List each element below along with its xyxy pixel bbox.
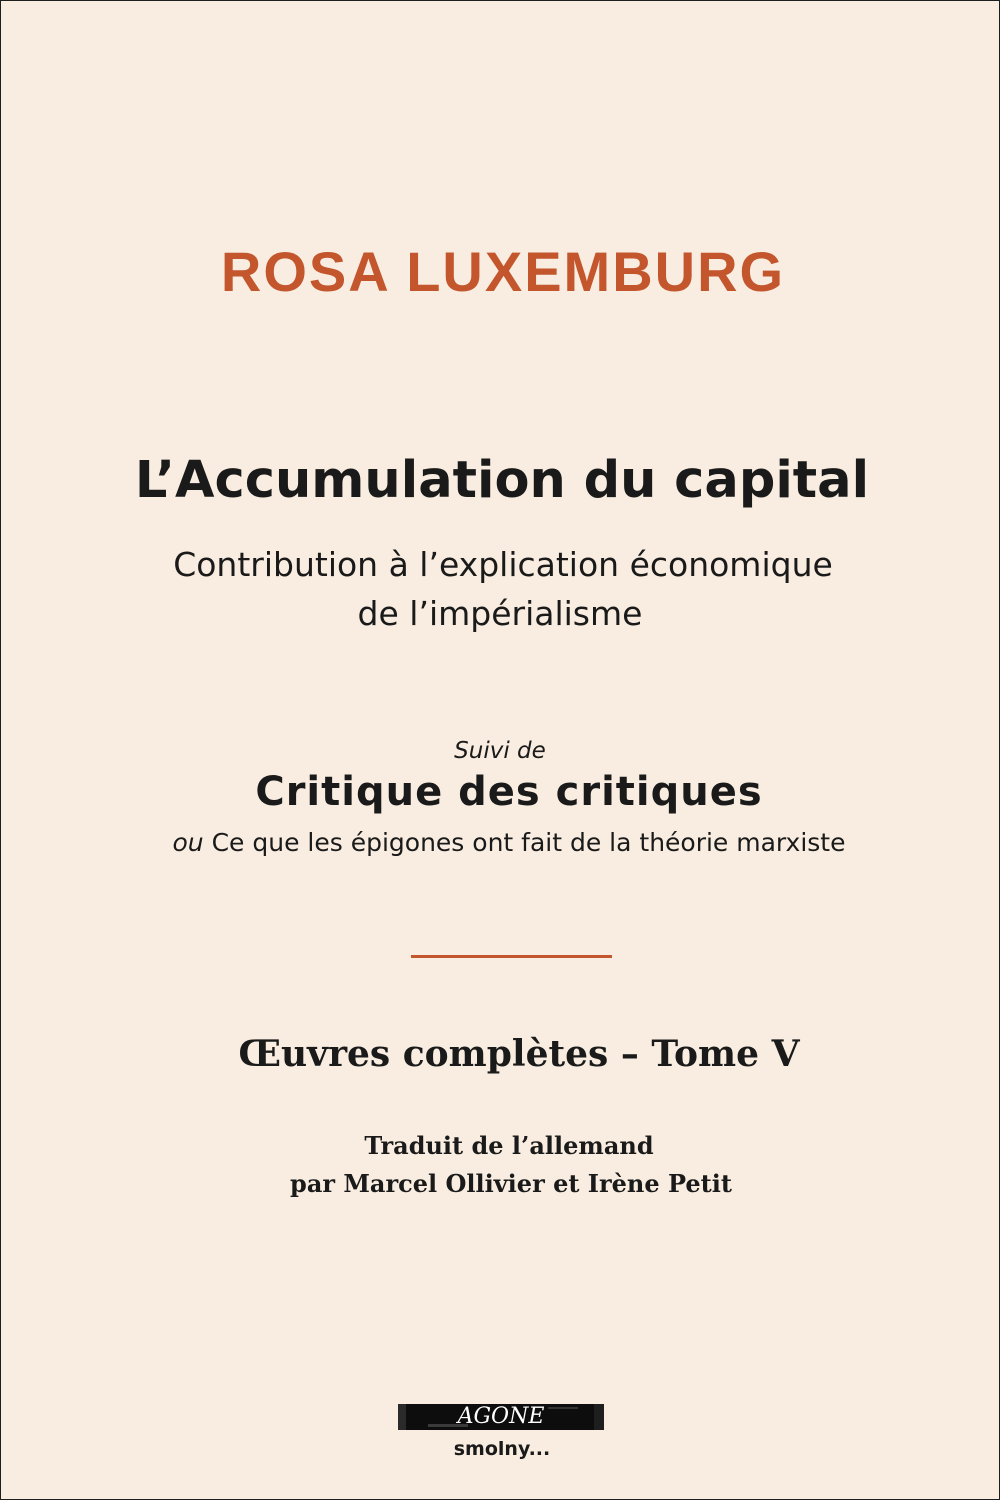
subtitle-line-2: de l’impérialisme [357,594,643,633]
alternate-title [1,828,999,857]
translation-line-2: par Marcel Ollivier et Irène Petit [290,1169,732,1198]
followed-by-label: Suivi de [454,738,546,764]
subtitle-line-1: Contribution à l’explication économique [173,545,833,584]
publisher-logo-text: AGONE [457,1404,545,1429]
collection-label: Œuvres complètes – Tome V [238,1033,800,1075]
publisher-imprint: smolny... [453,1438,551,1460]
publisher-logo [398,1404,604,1430]
alternate-title-prefix: ou [172,828,204,857]
translation-line-1: Traduit de l’allemand [364,1131,654,1160]
divider-rule [411,955,612,958]
second-title: Critique des critiques [255,769,763,815]
book-title: L’Accumulation du capital [134,451,870,510]
author-name: ROSA LUXEMBURG [220,240,786,303]
alternate-title-text: Ce que les épigones ont fait de la théorie marxiste [211,828,846,857]
